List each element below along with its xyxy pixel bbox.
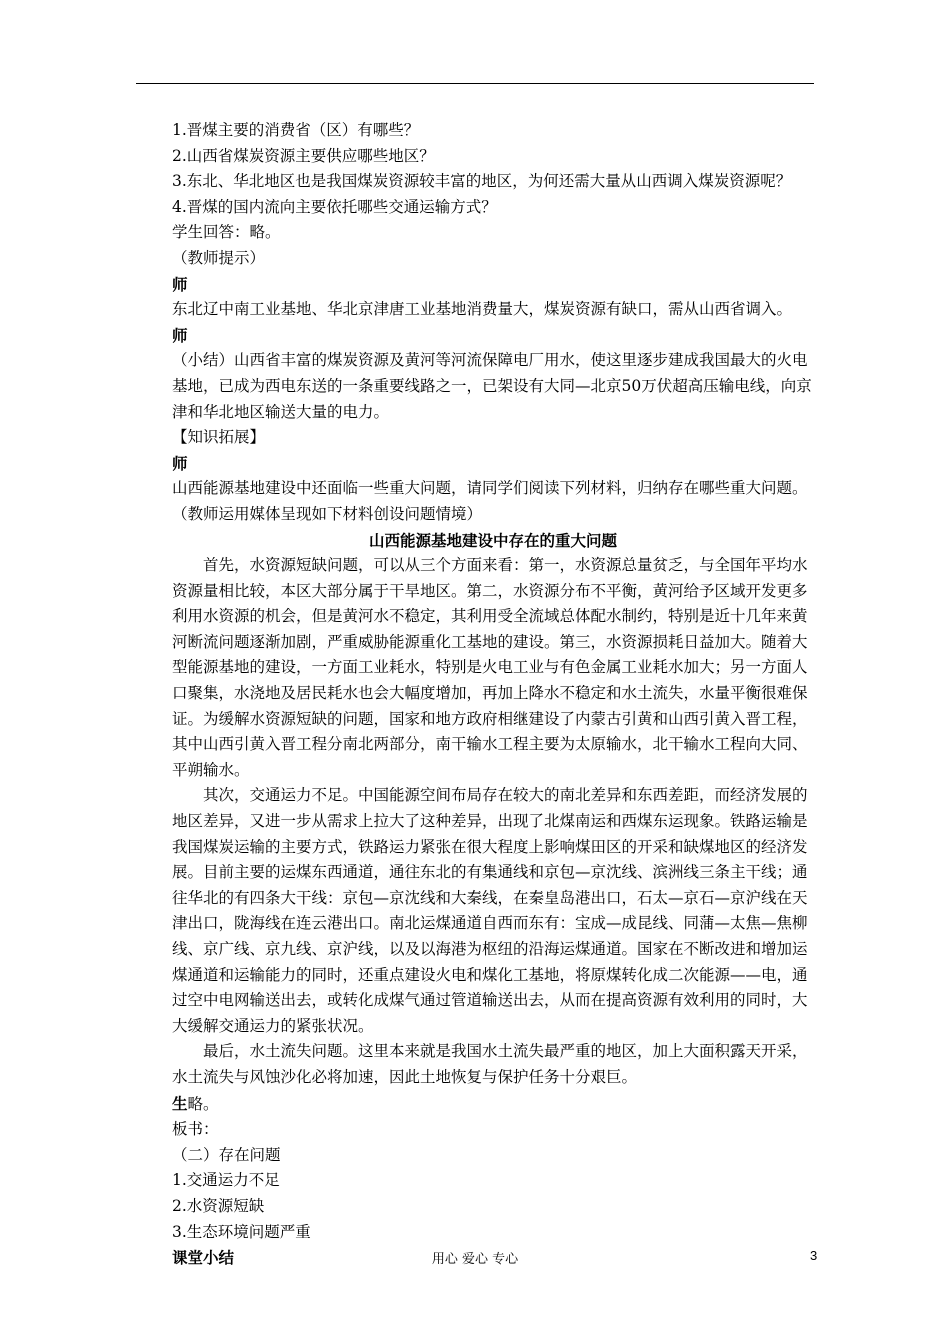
board-item-1: 1.交通运力不足: [172, 1171, 280, 1190]
student-reply-line: [172, 1091, 814, 1118]
student-answer: 学生回答：略。: [172, 223, 281, 242]
page-number: 3: [810, 1248, 818, 1263]
board-heading: （二）存在问题: [172, 1145, 281, 1164]
speaker-teacher-2: 师: [172, 325, 188, 345]
class-summary-heading: 课堂小结: [172, 1248, 235, 1268]
extension-intro: 山西能源基地建设中还面临一些重大问题，请同学们阅读下列材料，归纳存在哪些重大问题。（教师运用媒体呈现如下材料创设问题情境）: [172, 479, 808, 523]
material-paragraph-transport: 其次，交通运力不足。中国能源空间布局存在较大的南北差异和东西差距，而经济发展的地区差异，又进一步从需求上拉大了这种差异，出现了北煤南运和西煤东运现象。铁路运输是我国煤炭运输的主要方式，铁路运力紧张在很大程度上影响煤田区的开采和缺煤地区的经济发展。目前主要的运煤东西通道，通往东北的有集通线和京包—京沈线、滨洲线三条主干线；通往华北的有四条大干线：京包—京沈线和大秦线，在秦皇岛港出口，石太—京石—京沪线在天津出口，陇海线在连云港出口。南北运煤通道自西而东有：宝成—成昆线、同蒲—太焦—焦柳线、京广线、京九线、京沪线，以及以海港为枢纽的沿海运煤通道。国家在不断改进和增加运煤通道和运输能力的同时，还重点建设火电和煤化工基地，将原煤转化成二次能源——电，通过空中电网输送出去，或转化成煤气通过管道输送出去，从而在提高资源有效利用的同时，大大缓解交通运力的紧张状况。: [172, 786, 808, 1035]
teacher-hint-label: （教师提示）: [172, 248, 266, 267]
speaker-teacher-3: 师: [172, 453, 188, 473]
speaker-teacher: 师: [172, 274, 188, 294]
page-footer: 用心 爱心 专心: [431, 1252, 519, 1267]
board-label: 板书：: [172, 1120, 219, 1139]
speaker-student: 生: [172, 1093, 188, 1113]
header-rule: [136, 83, 814, 84]
question-3: 3.东北、华北地区也是我国煤炭资源较丰富的地区，为何还需大量从山西调入煤炭资源呢？: [172, 172, 792, 191]
board-item-3: 3.生态环境问题严重: [172, 1222, 311, 1241]
student-reply: 略。: [187, 1094, 219, 1113]
material-paragraph-water: 首先，水资源短缺问题，可以从三个方面来看：第一，水资源总量贫乏，与全国年平均水资源量相比较，本区大部分属于干旱地区。第二，水资源分布不平衡，黄河给予区域开发更多利用水资源的机会，但是黄河水不稳定，其利用受全流域总体配水制约，特别是近十几年来黄河断流问题逐渐加剧，严重威胁能源重化工基地的建设。第三，水资源损耗日益加大。随着大型能源基地的建设，一方面工业耗水，特别是火电工业与有色金属工业耗水加大；另一方面人口聚集，水浇地及居民耗水也会大幅度增加，再加上降水不稳定和水土流失，水量平衡很难保证。为缓解水资源短缺的问题，国家和地方政府相继建设了内蒙古引黄和山西引黄入晋工程，其中山西引黄入晋工程分南北两部分，南干输水工程主要为太原输水，北干输水工程向大同、平朔输水。: [172, 556, 808, 779]
extension-heading: 【知识拓展】: [172, 428, 266, 447]
question-1: 1.晋煤主要的消费省（区）有哪些？: [172, 121, 420, 139]
board-item-2: 2.水资源短缺: [172, 1196, 265, 1215]
question-2: 2.山西省煤炭资源主要供应哪些地区？: [172, 146, 435, 165]
summary-paragraph: （小结）山西省丰富的煤炭资源及黄河等河流保障电厂用水，使这里逐步建成我国最大的火电基地，已成为西电东送的一条重要线路之一，已架设有大同—北京50万伏超高压输电线，向京津和华北地区输送大量的电力。: [172, 351, 812, 421]
material-paragraph-erosion: 最后，水土流失问题。这里本来就是我国水土流失最严重的地区，加上大面积露天开采，水土流失与风蚀沙化必将加速，因此土地恢复与保护任务十分艰巨。: [172, 1042, 808, 1086]
question-4: 4.晋煤的国内流向主要依托哪些交通运输方式？: [172, 197, 497, 216]
material-title: 山西能源基地建设中存在的重大问题: [368, 530, 617, 550]
document-body: [172, 118, 814, 1271]
hint-text: 东北辽中南工业基地、华北京津唐工业基地消费量大，煤炭资源有缺口，需从山西省调入。: [172, 300, 793, 319]
